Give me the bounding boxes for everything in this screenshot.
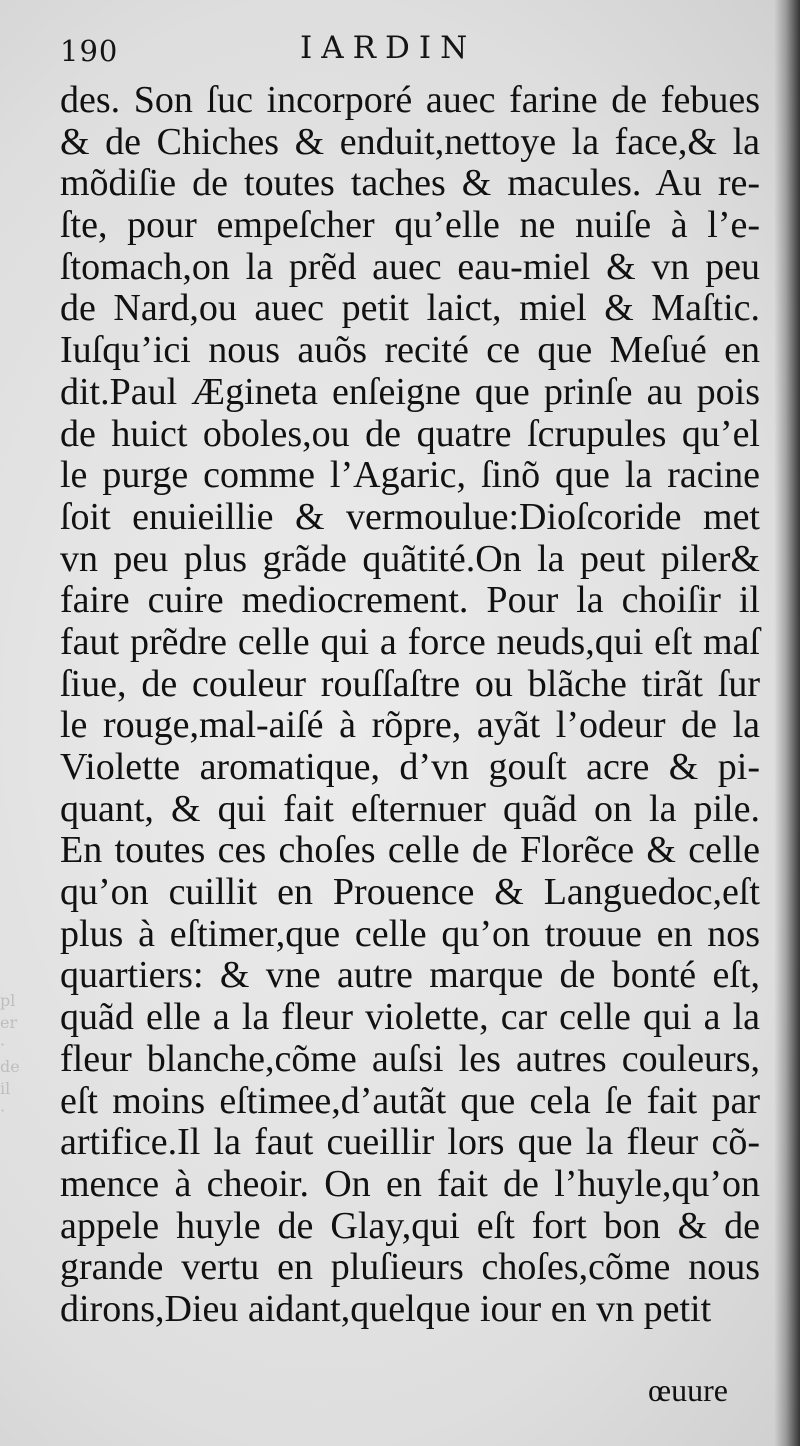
text-line: des. Son ſuc incorporé auec farine de febues [60, 79, 760, 121]
text-line: ſte, pour empeſcher qu’elle ne nuiſe à l’e- [60, 204, 760, 247]
text-line: grande vertu en pluſieurs choſes,cõme nous [60, 1246, 760, 1289]
body-text [60, 80, 760, 1331]
text-line: dit.Paul Ægineta enſeigne que prinſe au pois [60, 370, 760, 413]
text-line: mõdiſie de toutes taches & macules. Au re- [60, 162, 760, 205]
text-line: Violette aromatique, d’vn gouſt acre & pi- [60, 746, 760, 788]
text-line: quartiers: & vne autre marque de bonté eſt, [60, 954, 760, 997]
text-line: mence à cheoir. On en fait de l’huyle,qu’on [60, 1162, 760, 1205]
running-title: IARDIN [300, 30, 477, 66]
text-line: qu’on cuillit en Prouence & Languedoc,eſt [60, 871, 760, 914]
page-edge-shadow [774, 0, 800, 1446]
text-line: de huict oboles,ou de quatre ſcrupules qu’el [60, 412, 760, 455]
catchword: œuure [648, 1372, 728, 1408]
text-line: dirons,Dieu aidant,quelque iour en vn petit [60, 1287, 712, 1330]
text-line: faut prẽdre celle qui a force neuds,qui eſt maſ [60, 620, 760, 663]
text-line: faire cuire mediocrement. Pour la choiſir il [60, 579, 760, 622]
text-line: plus à eſtimer,que celle qu’on trouue en nos [60, 912, 760, 955]
text-line: & de Chiches & enduit,nettoye la face,& la [60, 120, 760, 163]
text-line: Iuſqu’ici nous auõs recité ce que Meſué en [60, 329, 760, 372]
text-line: artifice.Il la faut cueillir lors que la fleur cõ- [60, 1121, 760, 1164]
text-line: En toutes ces choſes celle de Florẽce & celle [60, 829, 760, 872]
show-through-text: pl er · de il · [0, 991, 20, 1120]
text-line: eſt moins eſtimee,d’autãt que cela ſe fait par [60, 1079, 760, 1122]
text-line: fleur blanche,cõme auſsi les autres couleurs, [60, 1037, 760, 1080]
text-line: le purge comme l’Agaric, ſinõ que la racine [60, 454, 760, 497]
page-number: 190 [60, 34, 119, 68]
text-line: vn peu plus grãde quãtité.On la peut piler& [60, 537, 760, 580]
text-line: quant, & qui fait eſternuer quãd on la pile. [60, 787, 760, 830]
text-line: ſiue, de couleur rouſſaſtre ou blãche tirãt ſur [60, 662, 760, 705]
text-line: le rouge,mal-aiſé à rõpre, ayãt l’odeur de la [60, 704, 760, 747]
text-line: appele huyle de Glay,qui eſt fort bon & de [60, 1204, 760, 1247]
text-line: ſtomach,on la prẽd auec eau-miel & vn peu [60, 245, 760, 288]
text-line: quãd elle a la fleur violette, car celle qui a la [60, 996, 760, 1039]
running-head [60, 26, 760, 70]
text-line: ſoit enuieillie & vermoulue:Dioſcoride met [60, 495, 760, 538]
text-line: de Nard,ou auec petit laict, miel & Maſtic. [60, 287, 760, 330]
